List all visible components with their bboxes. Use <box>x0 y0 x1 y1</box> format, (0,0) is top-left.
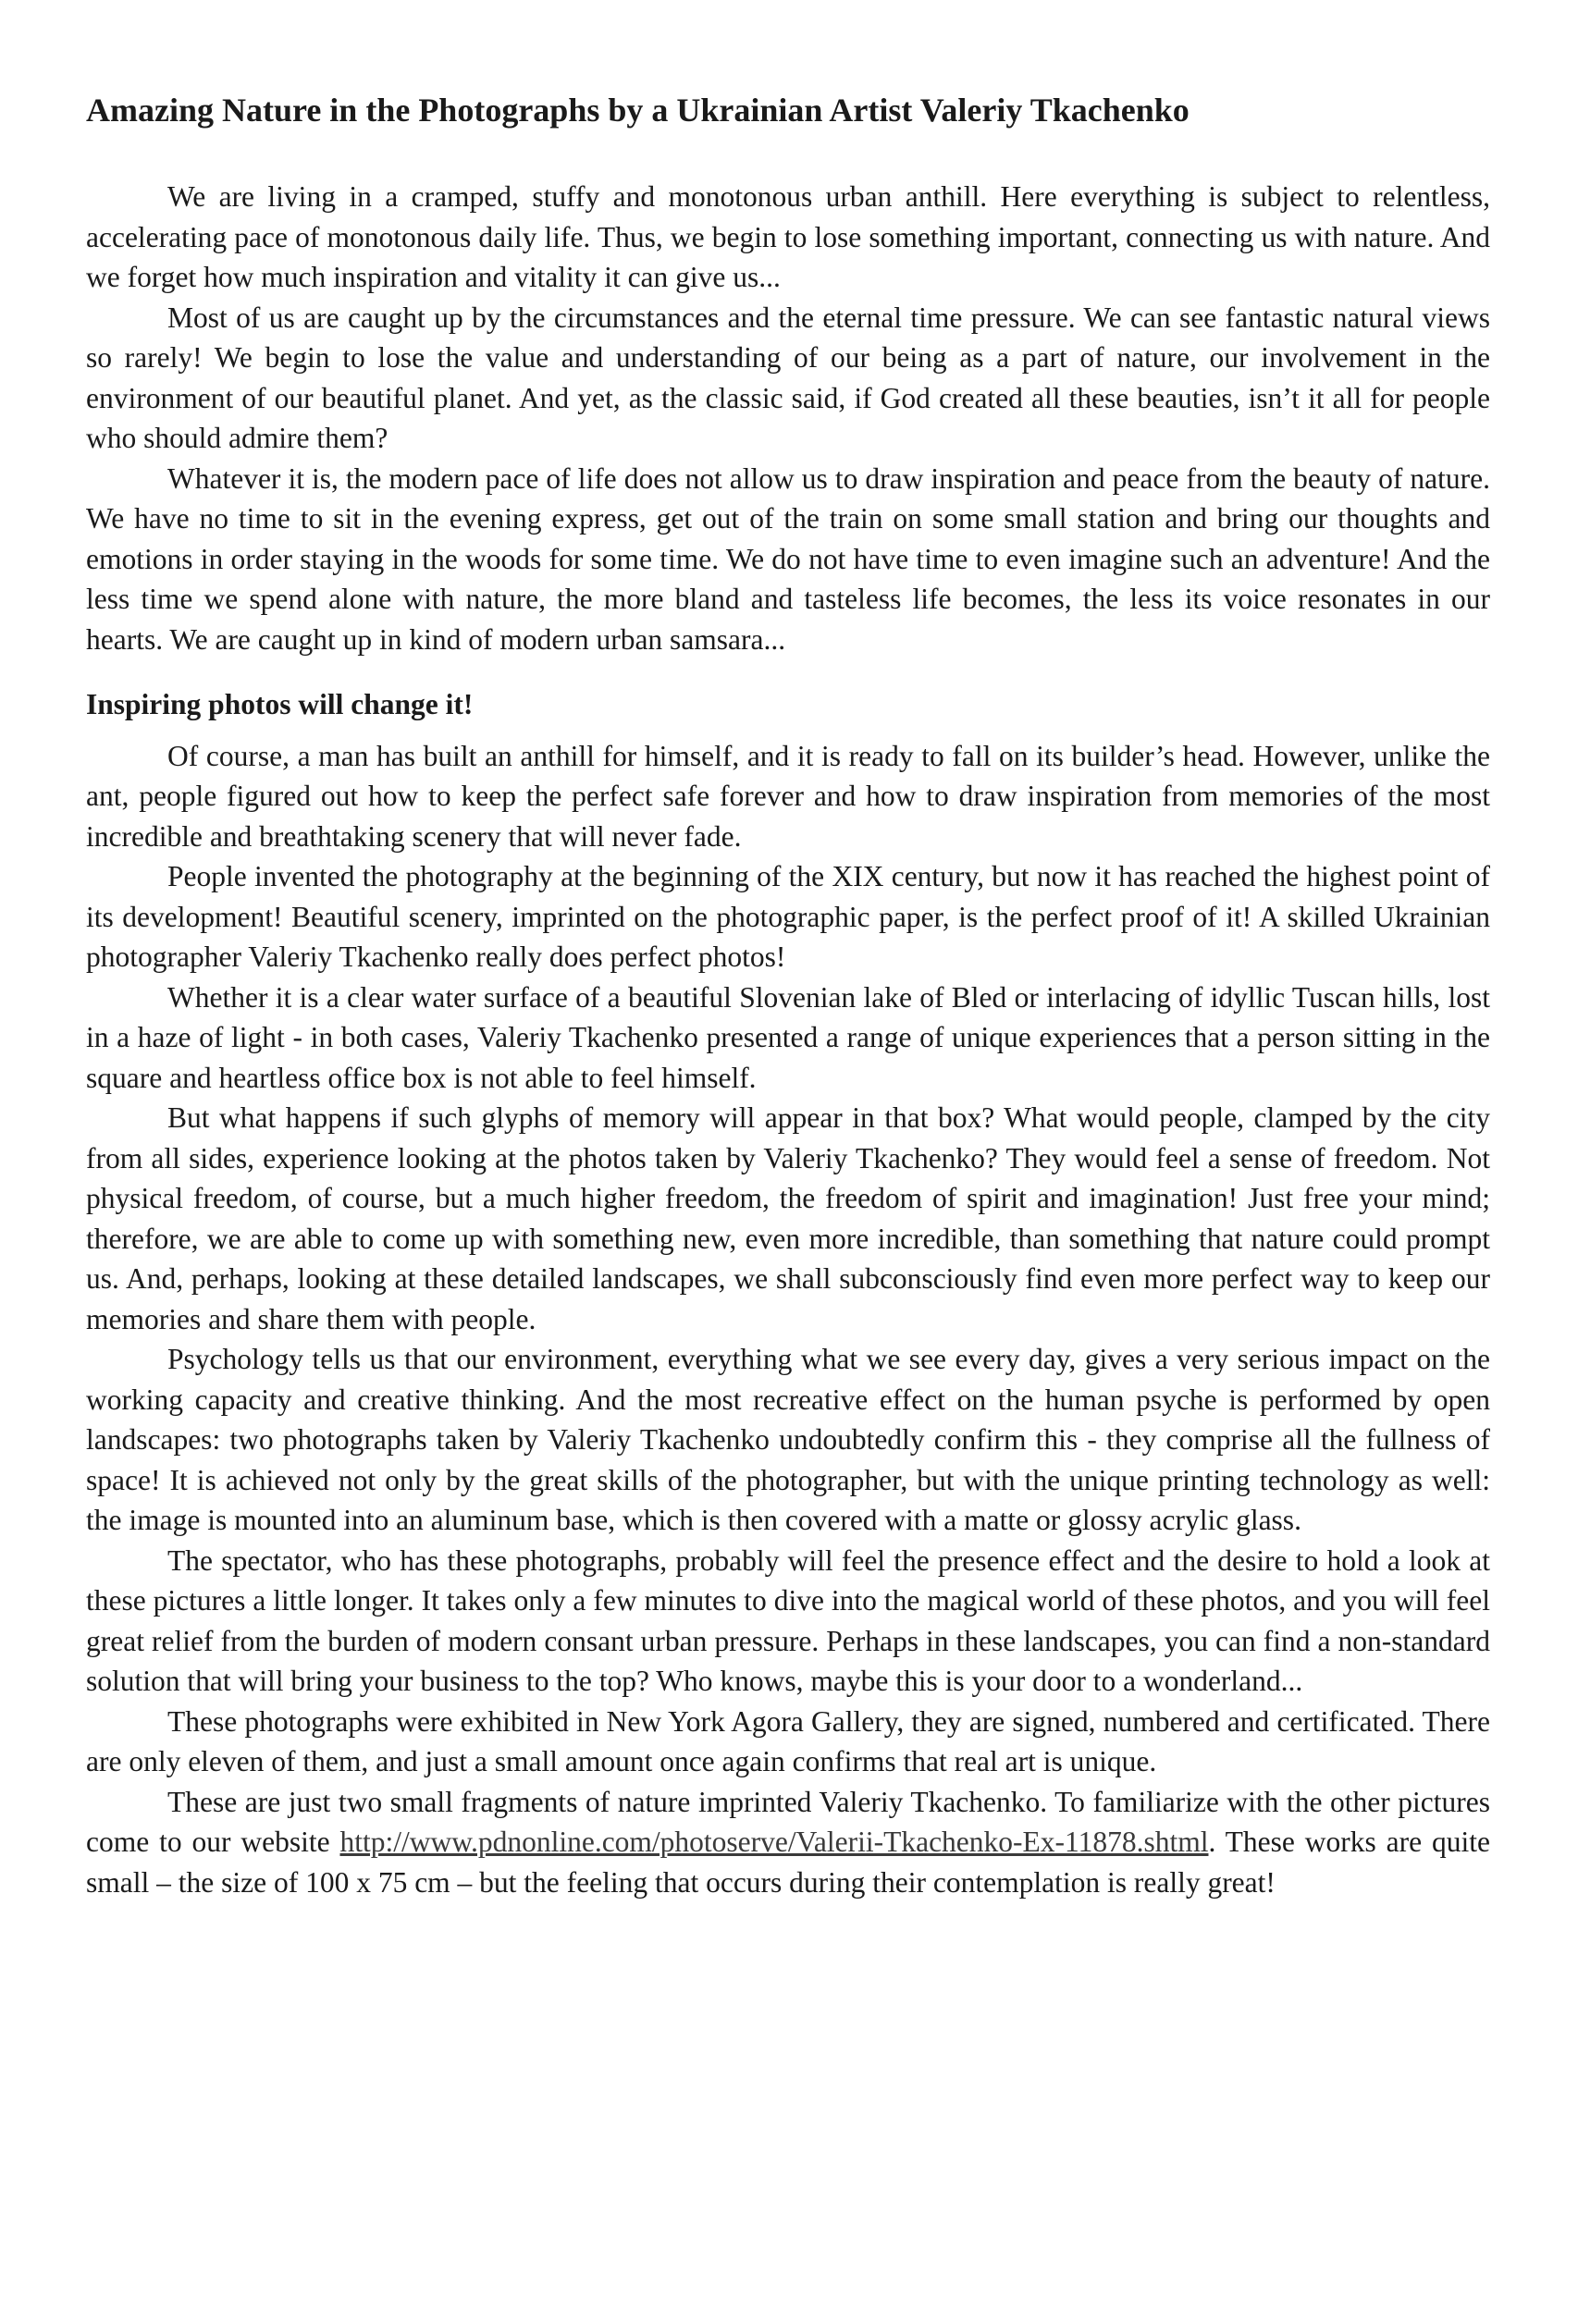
document-page <box>86 88 1490 1902</box>
section-heading: Inspiring photos will change it! <box>86 688 474 720</box>
body-paragraph-6: The spectator, who has these photographs, probably will feel the presence effect and the desire to hold a look at these pictures a little longer. It takes only a few minutes to dive into the magical world of these photos, and you will feel great relief from the burden of modern consant urban pressure. Perhaps in these landscapes, you can find a non-standard solution that will bring your business to the top? Who knows, maybe this is your door to a wonderland... <box>86 1543 1490 1697</box>
intro-paragraph-2: Most of us are caught up by the circumstances and the eternal time pressure. We can see fantastic natural views so rarely! We begin to lose the value and understanding of our being as a part of nature, our involvement in the environment of our beautiful planet. And yet, as the classic said, if God created all these beauties, isn’t it all for people who should admire them? <box>86 301 1490 454</box>
article-title: Amazing Nature in the Photographs by a Ukrainian Artist Valeriy Tkachenko <box>86 92 1190 129</box>
body-paragraph-1: Of course, a man has built an anthill for himself, and it is ready to fall on its builder’s head. However, unlike the ant, people figured out how to keep the perfect safe forever and how to draw inspiration from memories of the most incredible and breathtaking scenery that will never fade. <box>86 739 1490 853</box>
body-paragraph-3: Whether it is a clear water surface of a beautiful Slovenian lake of Bled or interlacing of idyllic Tuscan hills, lost in a haze of light - in both cases, Valeriy Tkachenko presented a range of unique experiences that a person sitting in the square and heartless office box is not able to feel himself. <box>86 980 1490 1094</box>
body-paragraph-5: Psychology tells us that our environment, everything what we see every day, gives a very serious impact on the working capacity and creative thinking. And the most recreative effect on the human psyche is performed by open landscapes: two photographs taken by Valeriy Tkachenko undoubtedly confirm this - they comprise all the fullness of space! It is achieved not only by the great skills of the photographer, but with the unique printing technology as well: the image is mounted into an aluminum base, which is then covered with a matte or glossy acrylic glass. <box>86 1343 1490 1536</box>
body-paragraph-4: But what happens if such glyphs of memory will appear in that box? What would people, clamped by the city from all sides, experience looking at the photos taken by Valeriy Tkachenko? They would feel a sense of freedom. Not physical freedom, of course, but a much higher freedom, the freedom of spirit and imagination! Just free your mind; therefore, we are able to come up with something new, even more incredible, than something that nature could prompt us. And, perhaps, looking at these detailed landscapes, we shall subconsciously find even more perfect way to keep our memories and share them with people. <box>86 1101 1490 1335</box>
intro-paragraph-1: We are living in a cramped, stuffy and monotonous urban anthill. Here everything is subject to relentless, accelerating pace of monotonous daily life. Thus, we begin to lose something important, connecting us with nature. And we forget how much inspiration and vitality it can give us... <box>86 180 1490 293</box>
website-link[interactable]: http://www.pdnonline.com/photoserve/Valerii-Tkachenko-Ex-11878.shtml <box>339 1826 1209 1858</box>
final-paragraph-lead: These are just two small fragments of nature imprinted Valeriy Tkachenko. To familiarize with the other pictures come to our website <box>86 1785 1490 1858</box>
final-paragraph-tail: . These works are quite small – the size of 100 x 75 cm – but the feeling that occurs during their contemplation is really great! <box>86 1826 1490 1899</box>
body-paragraph-2: People invented the photography at the beginning of the XIX century, but now it has reached the highest point of its development! Beautiful scenery, imprinted on the photographic paper, is the perfect proof of it! A skilled Ukrainian photographer Valeriy Tkachenko really does perfect photos! <box>86 860 1490 973</box>
body-paragraph-7: These photographs were exhibited in New York Agora Gallery, they are signed, numbered and certificated. There are only eleven of them, and just a small amount once again confirms that real art is unique. <box>86 1704 1490 1777</box>
final-paragraph <box>86 1782 1490 1903</box>
intro-paragraph-3: Whatever it is, the modern pace of life does not allow us to draw inspiration and peace from the beauty of nature. We have no time to sit in the evening express, get out of the train on some small station and bring our thoughts and emotions in order staying in the woods for some time. We do not have time to even imagine such an adventure! And the less time we spend alone with nature, the more bland and tasteless life becomes, the less its voice resonates in our hearts. We are caught up in kind of modern urban samsara... <box>86 461 1490 656</box>
